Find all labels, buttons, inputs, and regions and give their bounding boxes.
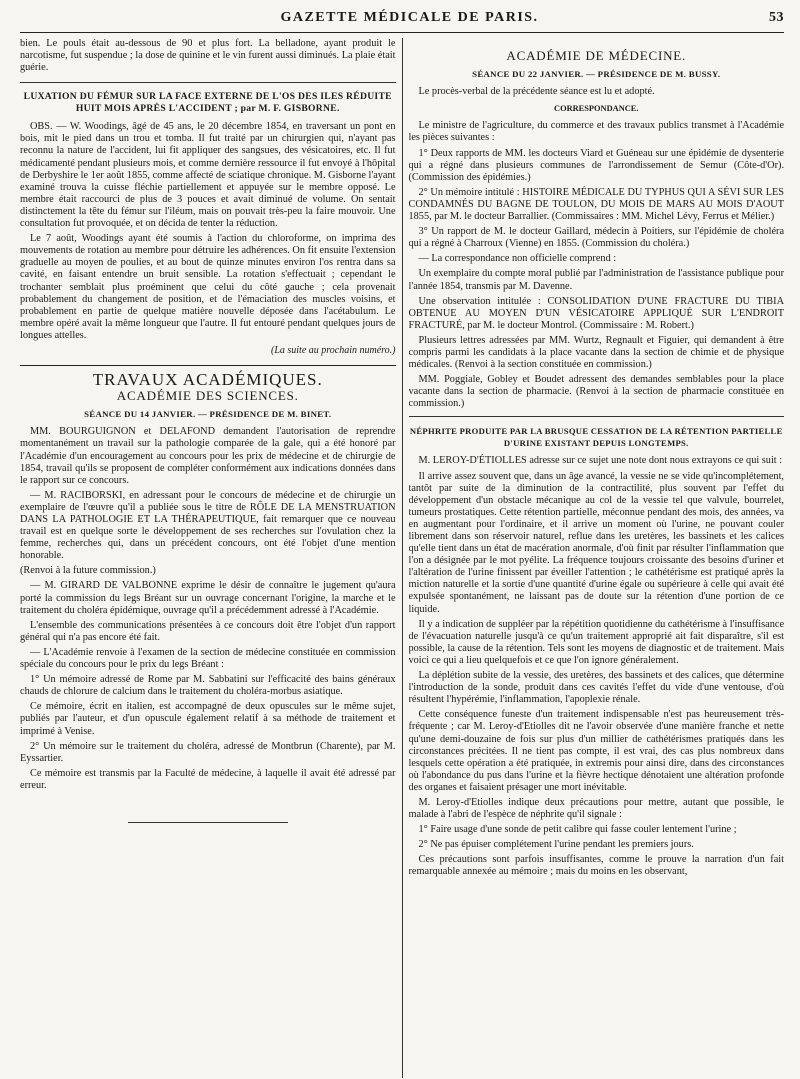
section-divider <box>20 365 396 366</box>
paragraph-observation: OBS. — W. Woodings, âgé de 45 ans, le 20 décembre 1854, en traversant un pont en bois, mit le pied dans un trou et tomba. Il fut traité par un chirurgien qui, n'ayant pas reconnu la nature de l'accident, lui fit appliquer des sangsues, des vésicatoires, etc. Il fut médicamenté pendant plusieurs mois, et comme dernière ressource il fut envoyé à l'hôpital de Derbyshire le 1er août 1855, comme affecté de sciatique chronique. M. Gisborne l'ayant examiné trouva la cuisse fléchie partiellement et appuyée sur le membre opposé. Le membre était raccourci de plus de 3 pouces et avait diminué de volume. On sentait distinctement la tête du fémur sur l'iléum, mais on pouvait très-peu la faire mouvoir. Une consultation fut provoquée, et on décida de tenter la réduction. <box>20 121 396 230</box>
session-heading: SÉANCE DU 14 JANVIER. — PRÉSIDENCE DE M. BINET. <box>84 409 332 420</box>
paragraph: — M. RACIBORSKI, en adressant pour le concours de médecine et de chirurgie un exemplaire de l'œuvre qu'il a publiée sous le titre de RÔLE DE LA MENSTRUATION DANS LA PATHOLOGIE ET LA THÉRAPEUTIQUE, fait remarquer que ce nouveau travail est en quelque sorte le développement de ses recherches sur l'ovulation chez la femme, recherches qui, dans un précédent concours, ont été l'objet d'une mention honorable. <box>20 489 396 562</box>
section-divider <box>409 416 785 417</box>
left-column <box>20 38 396 1078</box>
subsection-title-sciences: ACADÉMIE DES SCIENCES. <box>116 388 299 404</box>
paragraph: L'ensemble des communications présentées à ce concours doit être l'objet d'un rapport général qui n'a pas encore été fait. <box>20 619 396 643</box>
correspondence-heading: CORRESPONDANCE. <box>554 104 639 114</box>
paragraph: Ces précautions sont parfois insuffisantes, comme le prouve la narration d'un fait remarquable annexée au mémoire ; mais du moins en les observant, <box>408 854 785 878</box>
right-column <box>409 38 785 1078</box>
paragraph: Il arrive assez souvent que, dans un âge avancé, la vessie ne se vide qu'incomplétement, tantôt par suite de la diminution de la contractilité, plus souvent par l'effet du développement d'un obstacle mécanique au col de la vessie tel que valvule, bourrelet, tumeurs prostatiques. Cette rétention partielle, méconnue pendant des mois, des années, va en augmentant pour l'ordinaire, et il arrive un moment où l'urine, ne pouvant couler librement dans son réservoir naturel, reflue dans les uretères, les bassinets et les calices qu'elle tient dans un état de macération anormale, d'où finit par résulter l'inflammation que l'on a désignée par le mot pyélite. La fréquence toujours croissante des besoins d'uriner et l'altération de l'urine finissent par éveiller l'attention ; le cathétérisme est pratiqué après la miction naturelle et la sortie d'une quantité d'urine égale ou supérieure à celle qui avait été expulsée spontanément, ne laissant pas de doute sur la rétention d'une portion de ce liquide. <box>408 470 785 615</box>
section-divider <box>20 82 396 83</box>
paragraph: Ce mémoire, écrit en italien, est accompagné de deux opuscules sur le même sujet, publiés par l'auteur, et d'un opuscule également relatif à sa méthode de traitement et imprimé à Venise. <box>20 701 396 737</box>
subsection-title-medecine: ACADÉMIE DE MÉDECINE. <box>506 48 687 63</box>
paragraph: M. Leroy-d'Etiolles indique deux précautions pour mettre, autant que possible, le malade à l'abri de l'espèce de néphrite qu'il signale : <box>408 796 785 821</box>
paragraph: 2° Ne pas épuiser complétement l'urine pendant les premiers jours. <box>418 839 694 851</box>
paragraph: — L'Académie renvoie à l'examen de la section de médecine constituée en commission spéciale du concours pour le prix du legs Bréant : <box>20 646 396 671</box>
paragraph: M. LEROY-D'ÉTIOLLES adresse sur ce sujet une note dont nous extrayons ce qui suit : <box>418 455 783 467</box>
paragraph: Ce mémoire est transmis par la Faculté de médecine, à laquelle il avait été adressé par erreur. <box>20 767 396 791</box>
section-title-travaux: TRAVAUX ACADÉMIQUES. <box>92 370 323 390</box>
paragraph: (Renvoi à la future commission.) <box>20 565 156 577</box>
paragraph: 1° Un mémoire adressé de Rome par M. Sabbatini sur l'efficacité des bains généraux chauds de chlorure de calcium dans le traitement du choléra-morbus asiatique. <box>20 674 396 698</box>
continuation-note: (La suite au prochain numéro.) <box>270 344 396 356</box>
paragraph: MM. Poggiale, Gobley et Boudet adressent des demandes semblables pour la place vacante dans la section de pharmacie. (Renvoi à la section de pharmacie constituée en commission.) <box>408 374 785 410</box>
article-title-nephrite: NÉPHRITE PRODUITE PAR LA BRUSQUE CESSATION DE LA RÉTENTION PARTIELLE D'URINE EXISTANT DEPUIS LONGTEMPS. <box>409 426 783 449</box>
journal-title: GAZETTE MÉDICALE DE PARIS. <box>280 10 539 25</box>
page-header <box>20 10 784 33</box>
paragraph: 2° Un mémoire intitulé : HISTOIRE MÉDICALE DU TYPHUS QUI A SÉVI SUR LES CONDAMNÉS DU BAGNE DE TOULON, DU MOIS DE MARS AU MOIS D'AOUT 1855, par M. le docteur Barrallier. (Commissaires : MM. Michel Lévy, Ferrus et Mélier.) <box>408 186 785 223</box>
paragraph: Plusieurs lettres adressées par MM. Wurtz, Regnault et Figuier, qui demandent à être compris parmi les candidats à la place vacante dans la section de chimie et de physique médicales. (Renvoi à la section constituée en commission.) <box>408 334 785 371</box>
paragraph: Une observation intitulée : CONSOLIDATION D'UNE FRACTURE DU TIBIA OBTENUE AU MOYEN D'UN VÉSICATOIRE APPLIQUÉ SUR L'ENDROIT FRACTURÉ, par M. le docteur Montrol. (Commissaire : M. Robert.) <box>408 295 785 331</box>
paragraph: MM. BOURGUIGNON et DELAFOND demandent l'autorisation de reprendre momentanément un travail sur la pathologie comparée de la gale, qui a été honoré par l'Académie d'un encouragement au concours pour les prix de médecine et de chirurgie de 1854, travail qu'ils se proposent de compléter conformément aux indications données dans le rapport sur ce concours. <box>20 426 396 486</box>
paragraph: — M. GIRARD DE VALBONNE exprime le désir de connaître le jugement qu'aura porté la commission du legs Bréant sur un ouvrage concernant l'origine, la marche et le traitement du choléra épidémique, ouvrage qu'il a précédemment adressé à l'Académie. <box>20 580 396 616</box>
session-heading: SÉANCE DU 22 JANVIER. — PRÉSIDENCE DE M. BUSSY. <box>472 69 721 80</box>
paragraph: — La correspondance non officielle comprend : <box>418 253 617 265</box>
paragraph: La déplétion subite de la vessie, des uretères, des bassinets et des calices, que détermine l'introduction de la sonde, produit dans ces cavités l'effet du vide d'une ventouse, d'où résultent l'hypérémie, l'inflammation, l'apoplexie rénale. <box>408 670 785 706</box>
paragraph: Le procès-verbal de la précédente séance est lu et adopté. <box>418 86 655 98</box>
paragraph: 1° Faire usage d'une sonde de petit calibre qui fasse couler lentement l'urine ; <box>418 824 737 836</box>
end-rule <box>128 822 288 823</box>
article-title-luxation: LUXATION DU FÉMUR SUR LA FACE EXTERNE DE L'OS DES ILES RÉDUITE HUIT MOIS APRÈS L'ACCIDENT ; par M. F. GISBORNE. <box>23 91 392 115</box>
page-number: 53 <box>769 10 784 25</box>
paragraph: Un exemplaire du compte moral publié par l'administration de l'assistance publique pour l'année 1854, transmis par M. Davenne. <box>408 268 785 292</box>
paragraph: 3° Un rapport de M. le docteur Gaillard, médecin à Poitiers, sur l'épidémie de choléra qui a régné à Charroux (Vienne) en 1855. (Commission du choléra.) <box>408 226 785 250</box>
paragraph: 2° Un mémoire sur le traitement du choléra, adressé de Montbrun (Charente), par M. Eyssartier. <box>20 740 396 764</box>
column-rule <box>402 38 403 1078</box>
paragraph: Cette conséquence funeste d'un traitement indispensable n'est pas heureusement très-fréquente ; car M. Leroy-d'Etiolles dit ne l'avoir observée d'une manière franche et nette qu'une demi-douzaine de fois sur plus d'un millier de cathétérismes pratiqués dans les circonstances précitées. Il ne tient pas compte, il est vrai, des cas plus nombreux dans lesquels cette opération a été pratiquée, in extremis pour ainsi dire, dans des circonstances où l'abondance du pus dans l'urine et la fièvre hectique dénotaient une altération profonde des organes et faisaient présager une mort inévitable. <box>408 709 785 793</box>
paragraph: Le ministre de l'agriculture, du commerce et des travaux publics transmet à l'Académie les pièces suivantes : <box>408 120 785 144</box>
paragraph: Le 7 août, Woodings ayant été soumis à l'action du chloroforme, on imprima des mouvements de rotation au membre pour détruire les adhérences. On fit ensuite l'extension graduelle au moyen de poulies, et au bout de quinze minutes environ l'os rentra dans sa cavité, en faisant entendre un bruit sensible. La rotation s'effectuait ; cependant le trochanter semblait plus proéminent que celui du côté gauche ; cela provenait probablement du changement de position, et de l'émaciation des muscles voisins, et probablement en partie de quelque matière nouvelle déposée dans l'acétabulum. Le membre opéré avait la même longueur que l'autre. Il fut entouré pendant quelques jours de longues attelles. <box>20 233 396 341</box>
paragraph: 1° Deux rapports de MM. les docteurs Viard et Guéneau sur une épidémie de dysenterie qui a régné dans plusieurs communes de l'arrondissement de Semur (Côte-d'Or). (Commission des épidémies.) <box>408 147 785 183</box>
paragraph: Il y a indication de suppléer par la répétition quotidienne du cathétérisme à l'insuffisance de l'évacuation naturelle jusqu'à ce qu'un traitement approprié ait fait disparaître, s'il est possible, la cause de la rétention. Tels sont les moyens de diagnostic et de traitement. Mais voici ce qui a lieu quelquefois et ce que l'on ignore généralement. <box>408 618 785 666</box>
paragraph: bien. Le pouls était au-dessous de 90 et plus fort. La belladone, ayant produit le narcotisme, fut suspendue ; la dose de quinine et le vin furent aussi diminués. La plaie était guérie. <box>20 38 396 74</box>
columns <box>20 38 784 1078</box>
